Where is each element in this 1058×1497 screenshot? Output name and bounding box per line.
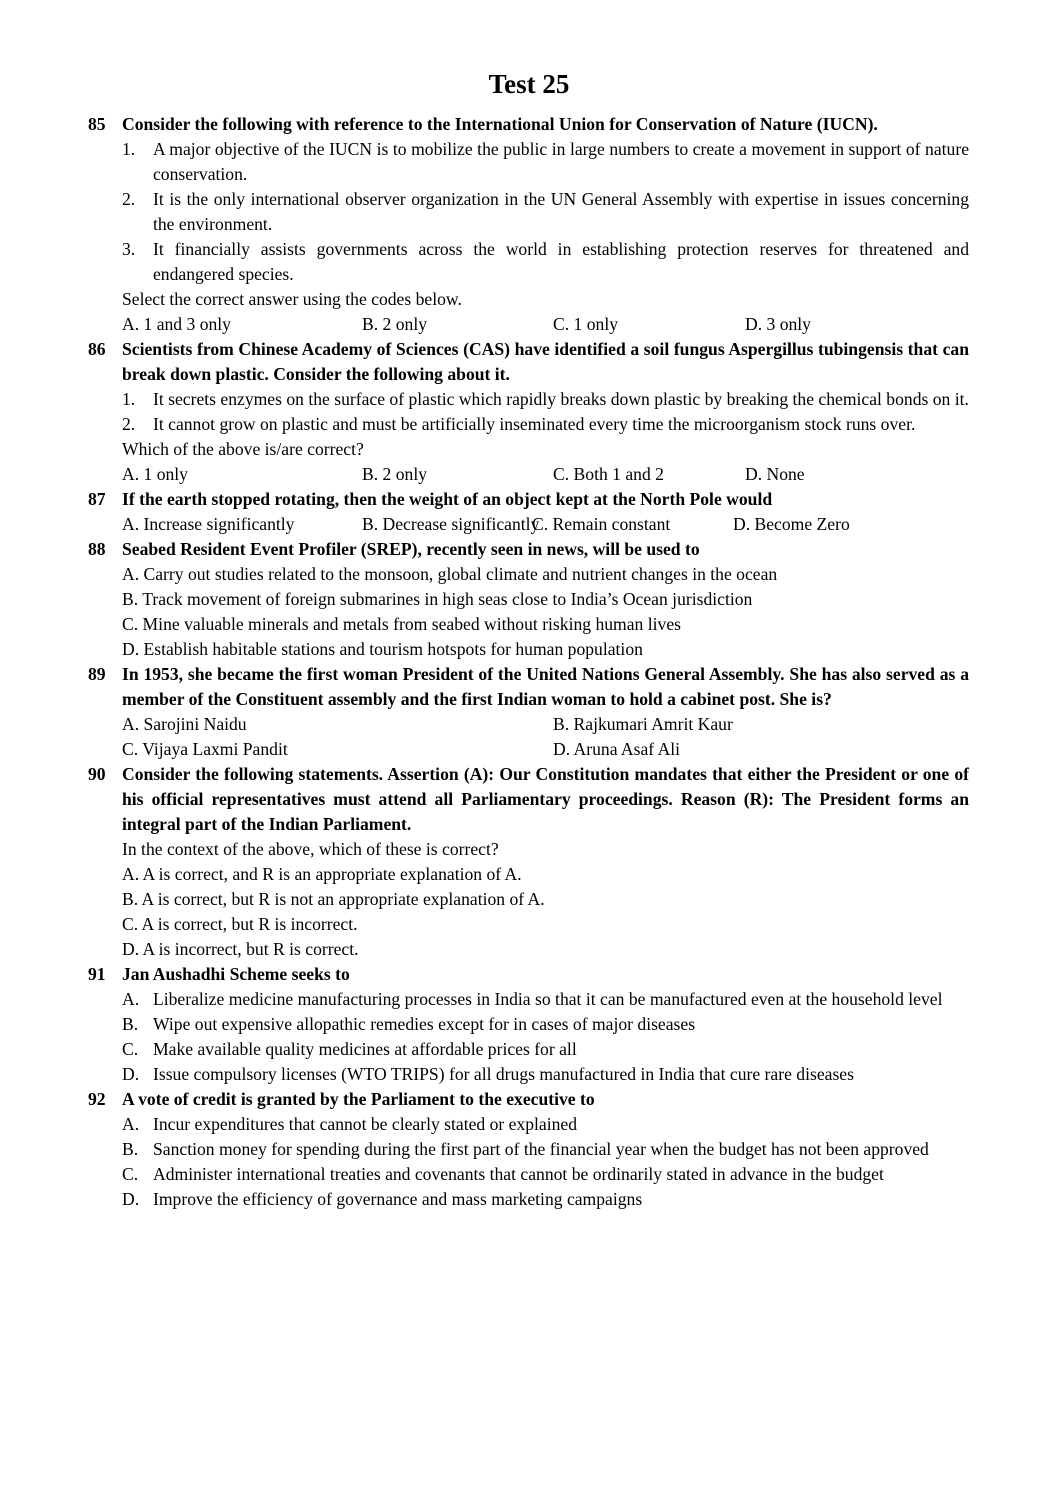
answer-option: A. A is correct, and R is an appropriate explanation of A.: [122, 864, 522, 884]
answer-option: B. Decrease significantly: [362, 514, 540, 534]
question-text: Seabed Resident Event Profiler (SREP), recently seen in news, will be used to: [122, 539, 700, 559]
statement-item: [122, 412, 969, 437]
answer-option: D. None: [745, 464, 805, 484]
question-number: 86: [88, 339, 106, 359]
answer-option: D. Become Zero: [733, 514, 850, 534]
item-label: A.: [122, 1114, 140, 1134]
question-91: [88, 962, 969, 1087]
item-text: A major objective of the IUCN is to mobilize the public in large numbers to create a movement in support of nature conservation.: [153, 139, 969, 184]
answer-option: A. Sarojini Naidu: [122, 714, 247, 734]
item-text: It cannot grow on plastic and must be artificially inseminated every time the microorganism stock runs over.: [153, 414, 916, 434]
item-label: B.: [122, 1139, 139, 1159]
statement-item: [122, 1187, 969, 1212]
options-row: [122, 512, 969, 537]
item-text: Administer international treaties and covenants that cannot be ordinarily stated in advance in the budget: [153, 1164, 884, 1184]
answer-option: A. Carry out studies related to the monsoon, global climate and nutrient changes in the ocean: [122, 564, 778, 584]
answer-option: D. Aruna Asaf Ali: [553, 739, 681, 759]
statement-item: [122, 1137, 969, 1162]
statement-item: [122, 1062, 969, 1087]
item-label: C.: [122, 1164, 139, 1184]
item-label: D.: [122, 1189, 140, 1209]
question-text: Scientists from Chinese Academy of Sciences (CAS) have identified a soil fungus Aspergillus tubingensis that can break down plastic. Consider the following about it.: [122, 339, 969, 384]
question-number: 85: [88, 114, 106, 134]
question-90: [88, 762, 969, 962]
question-88: [88, 537, 969, 662]
answer-option: B. A is correct, but R is not an appropriate explanation of A.: [122, 889, 545, 909]
question-text: In 1953, she became the first woman President of the United Nations General Assembly. She has also served as a member of the Constituent assembly and the first Indian woman to hold a cabinet post. She is?: [122, 664, 969, 709]
answer-option: A. 1 only: [122, 464, 188, 484]
item-label: 1.: [122, 139, 136, 159]
options-row: [122, 312, 969, 337]
answer-option: C. Remain constant: [532, 514, 671, 534]
answer-option: C. A is correct, but R is incorrect.: [122, 914, 358, 934]
answer-option: A. 1 and 3 only: [122, 314, 231, 334]
question-number: 90: [88, 764, 106, 784]
question-text: A vote of credit is granted by the Parliament to the executive to: [122, 1089, 595, 1109]
answer-option: C. Mine valuable minerals and metals from seabed without risking human lives: [122, 614, 681, 634]
item-label: 3.: [122, 239, 136, 259]
item-text: Improve the efficiency of governance and mass marketing campaigns: [153, 1189, 643, 1209]
question-number: 87: [88, 489, 106, 509]
question-list: [88, 112, 969, 1212]
options-row: [122, 462, 969, 487]
question-number: 92: [88, 1089, 106, 1109]
question-86: [88, 337, 969, 487]
item-label: A.: [122, 989, 140, 1009]
options-row: [122, 737, 969, 762]
question-92: [88, 1087, 969, 1212]
answer-option: B. 2 only: [362, 464, 428, 484]
question-number: 91: [88, 964, 106, 984]
question-text: Consider the following statements. Assertion (A): Our Constitution mandates that either the President or one of his official representatives must attend all Parliamentary proceedings. Reason (R): The President forms an integral part of the Indian Parliament.: [122, 764, 969, 834]
statement-item: [122, 987, 969, 1012]
item-label: 2.: [122, 189, 136, 209]
item-text: It secrets enzymes on the surface of plastic which rapidly breaks down plastic by breaking the chemical bonds on it.: [153, 389, 969, 409]
statement-item: [122, 1112, 969, 1137]
question-text: If the earth stopped rotating, then the weight of an object kept at the North Pole would: [122, 489, 773, 509]
question-text: Jan Aushadhi Scheme seeks to: [122, 964, 350, 984]
answer-option: C. Vijaya Laxmi Pandit: [122, 739, 288, 759]
statement-item: [122, 1037, 969, 1062]
item-text: Make available quality medicines at affordable prices for all: [153, 1039, 577, 1059]
answer-option: A. Increase significantly: [122, 514, 295, 534]
answer-option: B. Rajkumari Amrit Kaur: [553, 714, 733, 734]
page-title: Test 25: [488, 69, 570, 99]
item-label: B.: [122, 1014, 139, 1034]
answer-option: D. 3 only: [745, 314, 811, 334]
item-text: It is the only international observer organization in the UN General Assembly with expertise in issues concerning the environment.: [153, 189, 969, 234]
question-number: 88: [88, 539, 106, 559]
item-label: 1.: [122, 389, 136, 409]
question-87: [88, 487, 969, 537]
question-prompt: Which of the above is/are correct?: [122, 439, 364, 459]
item-label: 2.: [122, 414, 136, 434]
item-text: Issue compulsory licenses (WTO TRIPS) for all drugs manufactured in India that cure rare diseases: [153, 1064, 854, 1084]
statement-item: [122, 1012, 969, 1037]
answer-option: D. A is incorrect, but R is correct.: [122, 939, 359, 959]
answer-option: B. Track movement of foreign submarines in high seas close to India’s Ocean jurisdiction: [122, 589, 753, 609]
item-label: D.: [122, 1064, 140, 1084]
item-text: Liberalize medicine manufacturing processes in India so that it can be manufactured even at the household level: [153, 989, 943, 1009]
question-prompt: Select the correct answer using the codes below.: [122, 289, 462, 309]
item-text: Incur expenditures that cannot be clearly stated or explained: [153, 1114, 578, 1134]
item-text: Wipe out expensive allopathic remedies except for in cases of major diseases: [153, 1014, 696, 1034]
options-row: [122, 712, 969, 737]
answer-option: B. 2 only: [362, 314, 428, 334]
question-89: [88, 662, 969, 762]
item-text: It financially assists governments across the world in establishing protection reserves for threatened and endangered species.: [153, 239, 969, 284]
answer-option: C. Both 1 and 2: [553, 464, 664, 484]
item-label: C.: [122, 1039, 139, 1059]
answer-option: D. Establish habitable stations and tourism hotspots for human population: [122, 639, 643, 659]
answer-option: C. 1 only: [553, 314, 619, 334]
question-text: Consider the following with reference to the International Union for Conservation of Nature (IUCN).: [122, 114, 878, 134]
item-text: Sanction money for spending during the first part of the financial year when the budget has not been approved: [153, 1139, 929, 1159]
statement-item: [122, 1162, 969, 1187]
statement-item: [122, 387, 969, 412]
statement-item: [122, 187, 969, 237]
question-prompt: In the context of the above, which of these is correct?: [122, 839, 499, 859]
question-number: 89: [88, 664, 106, 684]
question-85: [88, 112, 969, 337]
statement-item: [122, 237, 969, 287]
statement-item: [122, 137, 969, 187]
